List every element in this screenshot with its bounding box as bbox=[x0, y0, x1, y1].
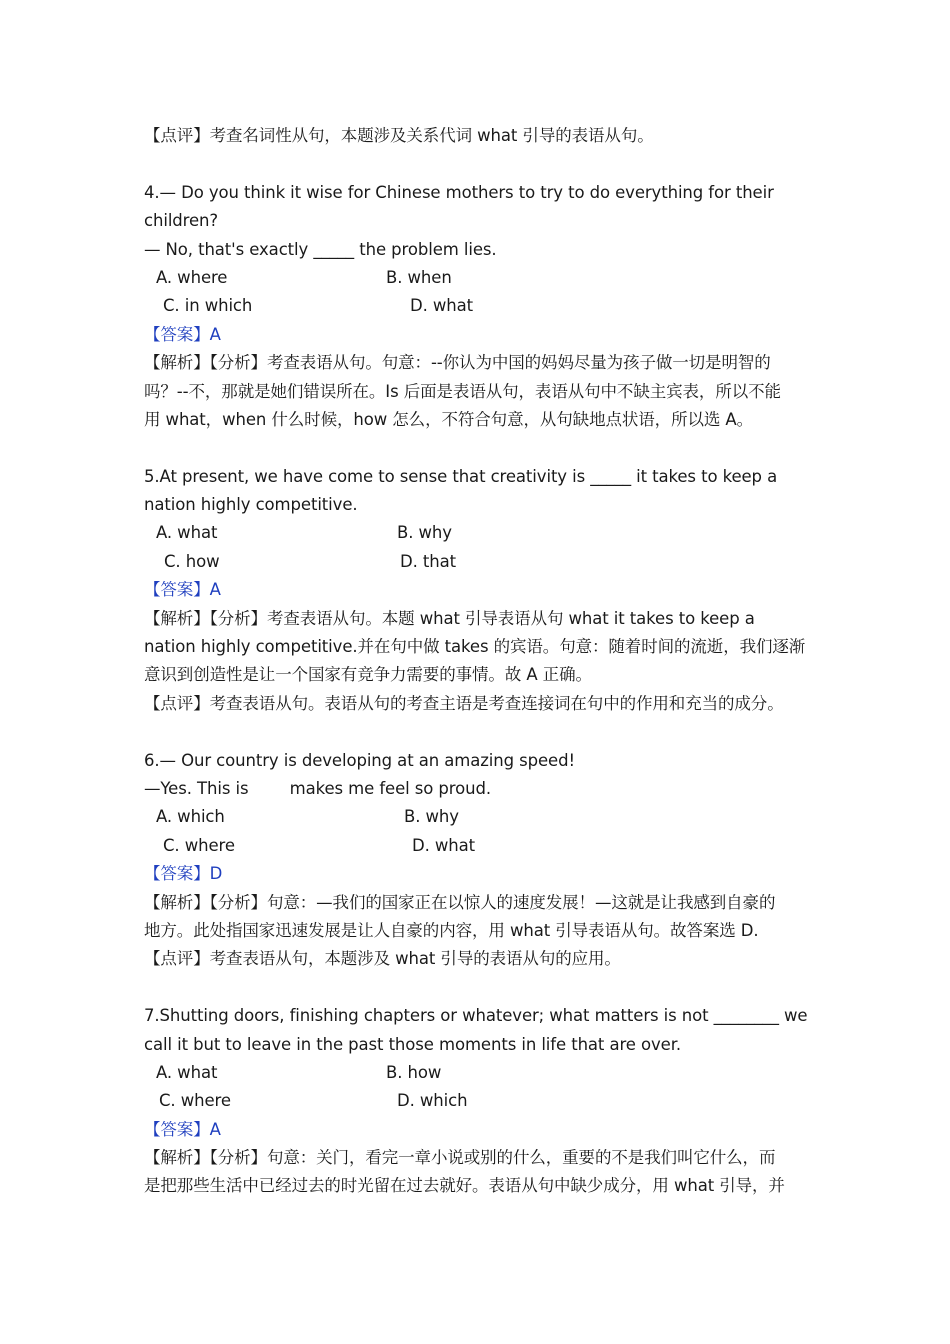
document-page bbox=[144, 122, 814, 1201]
q4-option-a: A. where bbox=[156, 267, 228, 287]
spacer bbox=[144, 718, 814, 746]
q5-comment: 【点评】考查表语从句。表语从句的考查主语是考查连接词在句中的作用和充当的成分。 bbox=[144, 693, 784, 713]
q5-stem-line-1: 5.At present, we have come to sense that creativity is _____ it takes to keep a bbox=[144, 466, 778, 486]
q4-analysis-line-1: 【解析】【分析】考查表语从句。句意：--你认为中国的妈妈尽量为孩子做一切是明智的 bbox=[144, 353, 771, 373]
q3-comment: 【点评】考查名词性从句，本题涉及关系代词 what 引导的表语从句。 bbox=[144, 126, 654, 145]
q4-options-row-2 bbox=[144, 292, 814, 320]
q6-analysis-line-2: 地方。此处指国家迅速发展是让人自豪的内容，用 what 引导表语从句。故答案选 D. bbox=[144, 920, 759, 940]
q6-stem-line-2: —Yes. This is makes me feel so proud. bbox=[144, 778, 491, 798]
q5-analysis-line-2: nation highly competitive.并在句中做 takes 的宾语。句意：随着时间的流逝，我们逐渐 bbox=[144, 637, 806, 657]
q4-answer: 【答案】A bbox=[144, 324, 221, 344]
q6-options-row-2 bbox=[144, 832, 814, 860]
q5-analysis-line-3: 意识到创造性是让一个国家有竞争力需要的事情。故 A 正确。 bbox=[144, 665, 592, 685]
q4-option-d: D. what bbox=[410, 296, 474, 316]
q6-option-a: A. which bbox=[156, 807, 225, 827]
q7-option-a: A. what bbox=[156, 1062, 218, 1082]
q5-options-row-1 bbox=[144, 519, 814, 547]
q7-option-b: B. how bbox=[386, 1062, 442, 1082]
q7-option-d: D. which bbox=[397, 1091, 468, 1111]
q5-stem-line-2: nation highly competitive. bbox=[144, 495, 358, 515]
q4-stem-line-1: 4.— Do you think it wise for Chinese mothers to try to do everything for their bbox=[144, 182, 774, 202]
q7-analysis-line-2: 是把那些生活中已经过去的时光留在过去就好。表语从句中缺少成分，用 what 引导，并 bbox=[144, 1176, 785, 1196]
q5-option-b: B. why bbox=[397, 523, 452, 543]
q4-option-c: C. in which bbox=[163, 296, 253, 316]
q5-answer: 【答案】A bbox=[144, 580, 221, 600]
q6-comment: 【点评】考查表语从句，本题涉及 what 引导的表语从句的应用。 bbox=[144, 949, 621, 969]
q5-option-c: C. how bbox=[164, 551, 220, 571]
q7-analysis-line-1: 【解析】【分析】句意：关门，看完一章小说或别的什么，重要的不是我们叫它什么，而 bbox=[144, 1148, 776, 1168]
q4-stem-line-2: children? bbox=[144, 211, 219, 231]
q7-options-row-1 bbox=[144, 1059, 814, 1087]
q7-answer: 【答案】A bbox=[144, 1119, 221, 1139]
q6-answer: 【答案】D bbox=[144, 864, 223, 884]
q7-stem-line-2: call it but to leave in the past those moments in life that are over. bbox=[144, 1034, 682, 1054]
q4-analysis-line-3: 用 what，when 什么时候，how 怎么，不符合句意，从句缺地点状语，所以选 A。 bbox=[144, 409, 754, 429]
q6-stem-line-1: 6.— Our country is developing at an amazing speed! bbox=[144, 750, 576, 770]
q6-analysis-line-1: 【解析】【分析】句意：—我们的国家正在以惊人的速度发展！—这就是让我感到自豪的 bbox=[144, 892, 776, 912]
q5-option-a: A. what bbox=[156, 523, 218, 543]
q6-option-c: C. where bbox=[163, 835, 235, 855]
q4-stem-line-3: — No, that's exactly _____ the problem lies. bbox=[144, 239, 497, 259]
q6-options-row-1 bbox=[144, 803, 814, 831]
q5-analysis-line-1: 【解析】【分析】考查表语从句。本题 what 引导表语从句 what it takes to keep a bbox=[144, 608, 755, 628]
q5-options-row-2 bbox=[144, 548, 814, 576]
q4-option-b: B. when bbox=[386, 267, 452, 287]
q4-analysis-line-2: 吗？--不，那就是她们错误所在。Is 后面是表语从句，表语从句中不缺主宾表，所以不能 bbox=[144, 381, 781, 401]
spacer bbox=[144, 974, 814, 1002]
spacer bbox=[144, 434, 814, 462]
q7-options-row-2 bbox=[144, 1087, 814, 1115]
q6-option-d: D. what bbox=[412, 835, 476, 855]
q7-option-c: C. where bbox=[159, 1091, 231, 1111]
spacer bbox=[144, 150, 814, 178]
q7-stem-line-1: 7.Shutting doors, finishing chapters or whatever; what matters is not ________ we bbox=[144, 1006, 808, 1026]
q5-option-d: D. that bbox=[400, 551, 457, 571]
q6-option-b: B. why bbox=[404, 807, 459, 827]
q4-options-row-1 bbox=[144, 264, 814, 292]
